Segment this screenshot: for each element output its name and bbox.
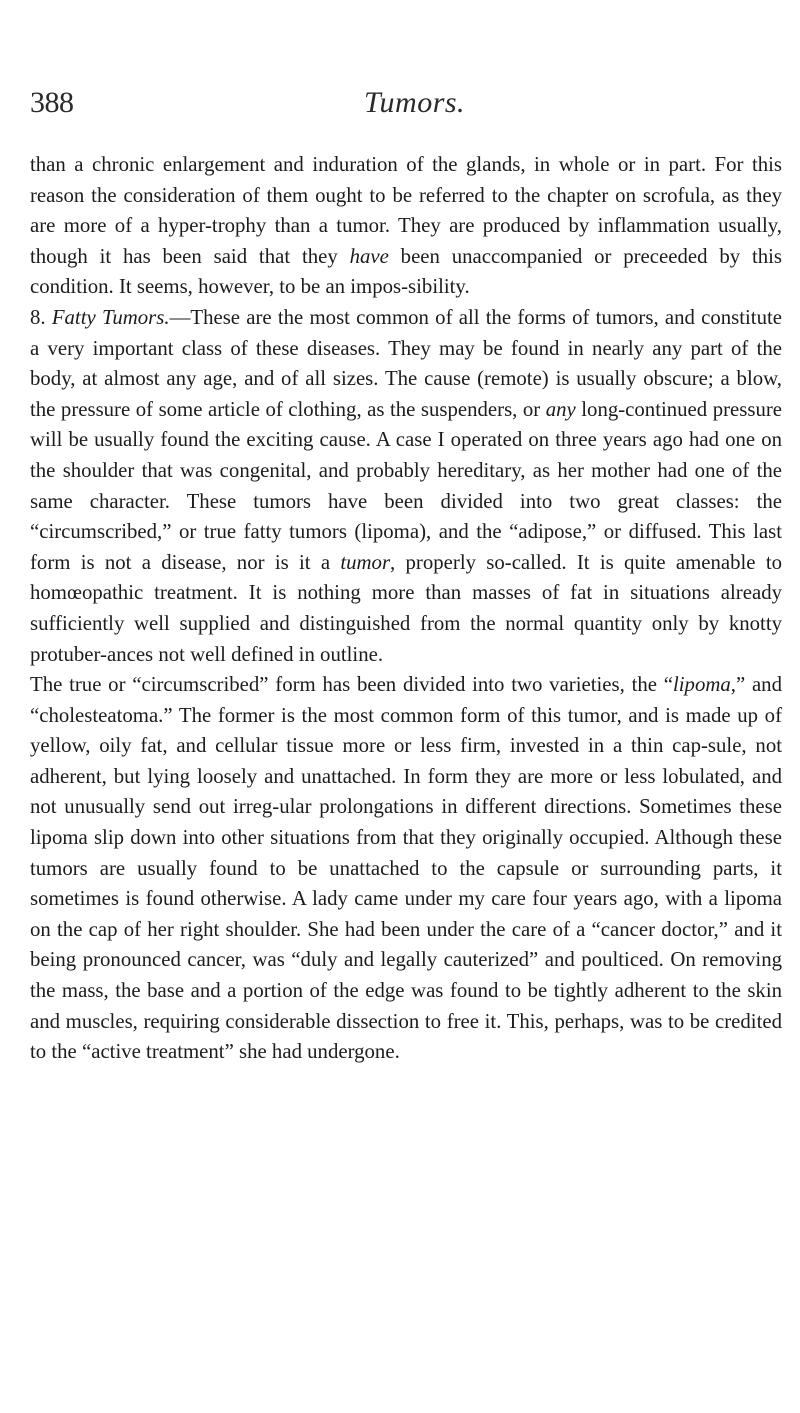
text-segment: , properly so-called. It is quite amenable to homœopathic treatment. It is nothing more than masses of fat in situations already sufficiently well supplied and distinguished from the normal quantity only by knotty protuber-ances not well defined in outline. bbox=[30, 550, 783, 666]
paragraph-3 bbox=[30, 670, 782, 1068]
page-header bbox=[30, 86, 790, 126]
text-segment: long-continued pressure will be usually found the exciting cause. A case I operated on three years ago had one on the shoulder that was congenital, and probably hereditary, as her mother had one of the same character. These tumors have been divided into two great classes: the “circumscribed,” or true fatty tumors (lipoma), and the “adipose,” or diffused. This last form is not a disease, nor is it a bbox=[30, 397, 782, 574]
section-heading-fatty-tumors: Fatty Tumors. bbox=[51, 305, 170, 329]
page-number: 388 bbox=[30, 86, 74, 119]
body-text bbox=[30, 150, 782, 1068]
text-segment: been unaccompanied or preceeded by this condition. It seems, however, to be an impos-sibility. bbox=[30, 244, 782, 299]
paragraph-2 bbox=[30, 303, 782, 670]
text-segment: ,” and “cholesteatoma.” The former is the most common form of this tumor, and is made up of yellow, oily fat, and cellular tissue more or less firm, invested in a thin cap-sule, not adherent, but lying loosely and unattached. In form they are more or less lobulated, and not unusually send out irreg-ular prolongations in different directions. Sometimes these lipoma slip down into other situations from that they originally occupied. Although these tumors are usually found to be unattached to the capsule or surrounding parts, it sometimes is found otherwise. A lady came under my care four years ago, with a lipoma on the cap of her right shoulder. She had been under the care of a “cancer doctor,” and it being pronounced cancer, was “duly and legally cauterized” and poulticed. On removing the mass, the base and a portion of the edge was found to be tightly adherent to the skin and muscles, requiring considerable dissection to free it. This, perhaps, was to be credited to the “active treatment” she had undergone. bbox=[30, 673, 782, 1064]
paragraph-1 bbox=[30, 150, 782, 303]
text-segment: 8. bbox=[30, 305, 52, 329]
italic-text-segment: have bbox=[349, 244, 389, 268]
running-title: Tumors. bbox=[364, 86, 466, 119]
italic-text-segment: lipoma bbox=[672, 673, 731, 697]
italic-text-segment: any bbox=[545, 397, 576, 421]
text-segment: than a chronic enlargement and induration of the glands, in whole or in part. For this reason the consideration of them ought to be referred to the chapter on scrofula, as they are more of a hyper-trophy than a tumor. They are produced by inflammation usually, though it has been said that they bbox=[30, 153, 782, 268]
text-segment: —These are the most common of all the forms of tumors, and constitute a very important class of these diseases. They may be found in nearly any part of the body, at almost any age, and of all sizes. The cause (remote) is usually obscure; a blow, the pressure of some article of clothing, as the suspenders, or bbox=[30, 305, 782, 421]
italic-text-segment: tumor bbox=[340, 550, 391, 574]
text-segment: The true or “circumscribed” form has been divided into two varieties, the “ bbox=[30, 673, 673, 697]
